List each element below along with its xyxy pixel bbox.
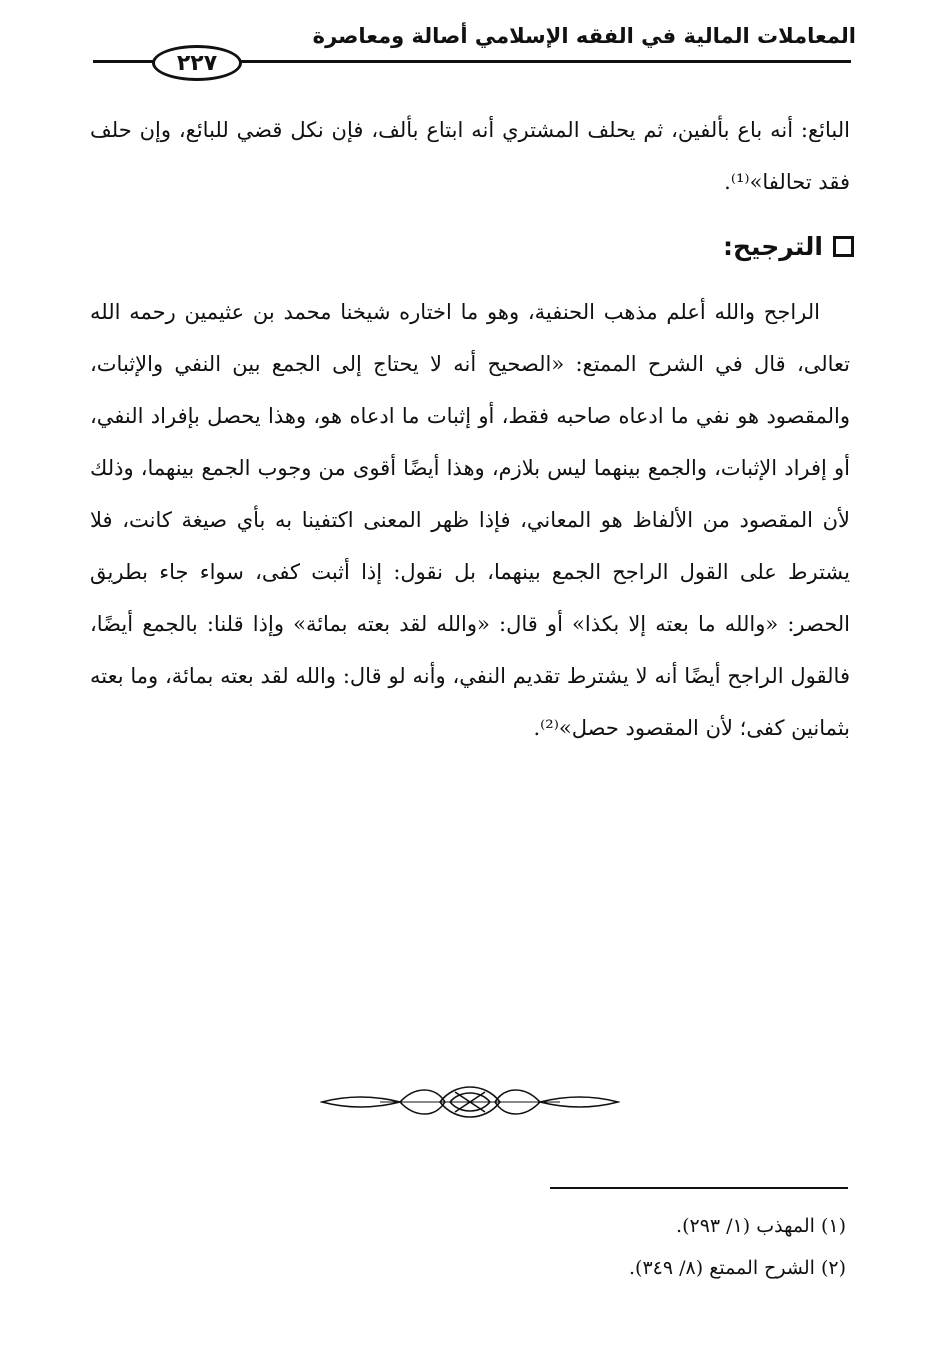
paragraph-2-text: الراجح والله أعلم مذهب الحنفية، وهو ما اختاره شيخنا محمد بن عثيمين رحمه الله تعالى، قال في الشرح الممتع: «الصحيح أنه لا يحتاج إلى الجمع بين النفي والإثبات، والمقصود هو نفي ما ادعاه صاحبه فقط، أو إثبات ما ادعاه هو، وهذا يحصل بإفراد النفي، أو إفراد الإثبات، والجمع بينهما ليس بلازم، وهذا أيضًا أقوى من وجوب الجمع بينهما، وذلك لأن المقصود من الألفاظ هو المعاني، فإذا ظهر المعنى اكتفينا به بأي صيغة كانت، فلا يشترط على القول الراجح الجمع بينهما، بل نقول: إذا أثبت كفى، سواء جاء بطريق الحصر: «والله ما بعته إلا بكذا» أو قال: «والله لقد بعته بمائة» وإذا قلنا: بالجمع أيضًا، فالقول الراجح أيضًا أنه لا يشترط تقديم النفي، وأنه لو قال: والله لقد بعته بمائة، وما بعته بثمانين كفى؛ لأن المقصود حصل»⁽²⁾.	[90, 300, 850, 740]
square-box-icon	[833, 236, 854, 257]
footnote-1: (١) المهذب (١/ ٢٩٣).	[676, 1215, 846, 1237]
running-header-title: المعاملات المالية في الفقه الإسلامي أصالة ومعاصرة	[312, 24, 856, 48]
page-number: ٢٢٧	[176, 50, 218, 76]
decorative-divider-icon	[320, 1084, 620, 1120]
section-heading-text: الترجيح:	[723, 232, 823, 261]
footnote-2: (٢) الشرح الممتع (٨/ ٣٤٩).	[629, 1257, 846, 1279]
footnotes	[629, 1205, 846, 1289]
section-heading	[723, 232, 854, 261]
paragraph-1	[90, 104, 850, 208]
paragraph-1-text: البائع: أنه باع بألفين، ثم يحلف المشتري أنه ابتاع بألف، فإن نكل قضي للبائع، وإن حلف فقد تحالفا»⁽¹⁾.	[90, 118, 850, 194]
page-number-badge	[152, 45, 242, 81]
footnote-rule	[550, 1187, 848, 1189]
paragraph-2	[90, 286, 850, 754]
